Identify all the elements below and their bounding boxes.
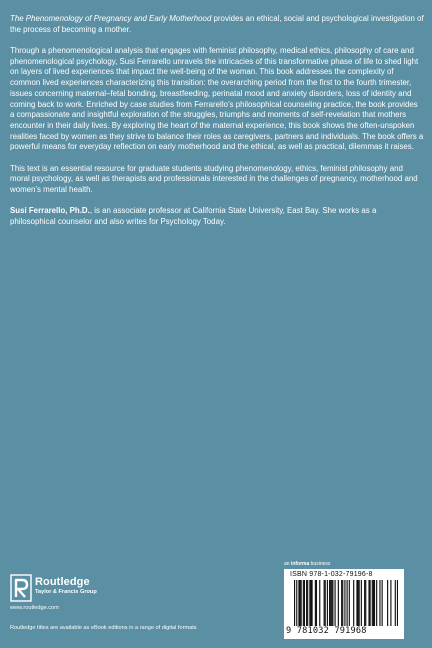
- barcode-bar: [365, 580, 366, 626]
- barcode-bar: [374, 580, 375, 626]
- barcode-bar: [347, 580, 348, 626]
- barcode-bar: [335, 580, 336, 626]
- barcode-bar: [376, 580, 377, 626]
- routledge-r-icon: [10, 574, 32, 602]
- blurb-paragraph-analysis: Through a phenomenological analysis that engages with feminist philosophy, medical ethics, philosophy of care and phenomenological psychology, Susi Ferrarello unravels the intricacies of this transformative phase of life to shed light on layers of lived experiences that impact the well-being of the woman. This book addresses the complexity of common lived experiences characterizing this transition: the overarching period from the first to the fourth trimester, issues concerning maternal–fetal bonding, breastfeeding, perinatal mood and anxiety disorders, loss of identity and coming back to work. Enriched by case studies from Ferrarello’s philosophical counseling practice, the book provides a compassionate and insightful exploration of the struggles, triumphs and moments of self-revelation that mothers encounter in their daily lives. By exploring the heart of the maternal experience, this book shows the often-unspoken realities faced by women as they strive to balance their roles as caregivers, partners and individuals. The book offers a powerful means for everyday reflection on early motherhood and the ethical, as well as practical, dilemmas it raises.: [10, 46, 424, 152]
- barcode-bar: [387, 580, 388, 626]
- barcode-bar: [349, 580, 350, 626]
- barcode-bar: [353, 580, 354, 626]
- barcode-bar: [307, 580, 308, 626]
- barcode-bar: [301, 580, 302, 626]
- publisher-url[interactable]: www.routledge.com: [10, 605, 59, 611]
- back-cover-blurb: [10, 14, 424, 238]
- publisher-name: Routledge: [35, 576, 90, 588]
- barcode-bar: [342, 580, 343, 626]
- barcode-bar: [382, 580, 383, 626]
- barcode-bar: [356, 580, 357, 626]
- barcode-bar: [304, 580, 305, 626]
- barcode-bar: [294, 580, 295, 626]
- barcode-bar: [332, 580, 333, 626]
- barcode-bar: [303, 580, 304, 626]
- informa-business-label: an informa business: [284, 561, 331, 567]
- blurb-paragraph-audience: This text is an essential resource for graduate students studying phenomenology, ethics, feminist philosophy and moral psychology, as well as therapists and professionals interested in the challenges of pregnancy, motherhood and women’s mental health.: [10, 163, 418, 195]
- barcode-bar: [373, 580, 374, 626]
- barcode-bar: [341, 580, 342, 626]
- author-name: Susi Ferrarello, Ph.D.: [10, 206, 90, 216]
- barcode-bar: [364, 580, 365, 626]
- ebook-note: Routledge titles are available as eBook editions in a range of digital formats: [10, 625, 197, 631]
- barcode-bar: [306, 580, 307, 626]
- barcode-bar: [298, 580, 299, 626]
- barcode-bar: [370, 580, 371, 626]
- barcode-bar: [379, 580, 380, 626]
- barcode-bar: [372, 580, 373, 626]
- informa-brand: informa: [290, 561, 310, 567]
- barcode-bar: [330, 580, 331, 626]
- barcode-digits: 9 781032 791968: [286, 626, 367, 636]
- barcode-bar: [325, 580, 326, 626]
- barcode-bar: [319, 580, 320, 626]
- barcode-bar: [390, 580, 391, 626]
- barcode-bar: [331, 580, 332, 626]
- intro-text: provides an ethical, social and psychological investigation of the process of becoming a mother.: [10, 14, 424, 34]
- publisher-group: Taylor & Francis Group: [35, 589, 97, 595]
- blurb-paragraph-intro: [10, 14, 424, 35]
- barcode-bar: [316, 580, 317, 626]
- barcode-bar: [357, 580, 358, 626]
- barcode-bars: [294, 580, 398, 626]
- barcode-bar: [395, 580, 396, 626]
- barcode-bar: [296, 580, 297, 626]
- barcode-box: [284, 569, 404, 639]
- isbn-text: ISBN 978-1-032-79196-8: [290, 571, 373, 578]
- barcode-bar: [327, 580, 328, 626]
- barcode-bar: [299, 580, 300, 626]
- barcode-bar: [361, 580, 362, 626]
- barcode-bar: [315, 580, 316, 626]
- barcode-block: [284, 561, 404, 639]
- barcode-bar: [324, 580, 325, 626]
- barcode-bar: [310, 580, 311, 626]
- barcode-bar: [368, 580, 369, 626]
- author-bio-text: , is an associate professor at California State University, East Bay. She works as a philosophical counselor and also writes for Psychology Today.: [10, 206, 377, 227]
- barcode-bar: [309, 580, 310, 626]
- barcode-bar: [329, 580, 330, 626]
- publisher-block: [10, 574, 210, 614]
- barcode-bar: [397, 580, 398, 626]
- barcode-bar: [344, 580, 345, 626]
- barcode-bar: [359, 580, 360, 626]
- author-bio: [10, 206, 424, 227]
- barcode-bar: [338, 580, 339, 626]
- barcode-bar: [312, 580, 313, 626]
- book-title: The Phenomenology of Pregnancy and Early Motherhood: [10, 14, 212, 23]
